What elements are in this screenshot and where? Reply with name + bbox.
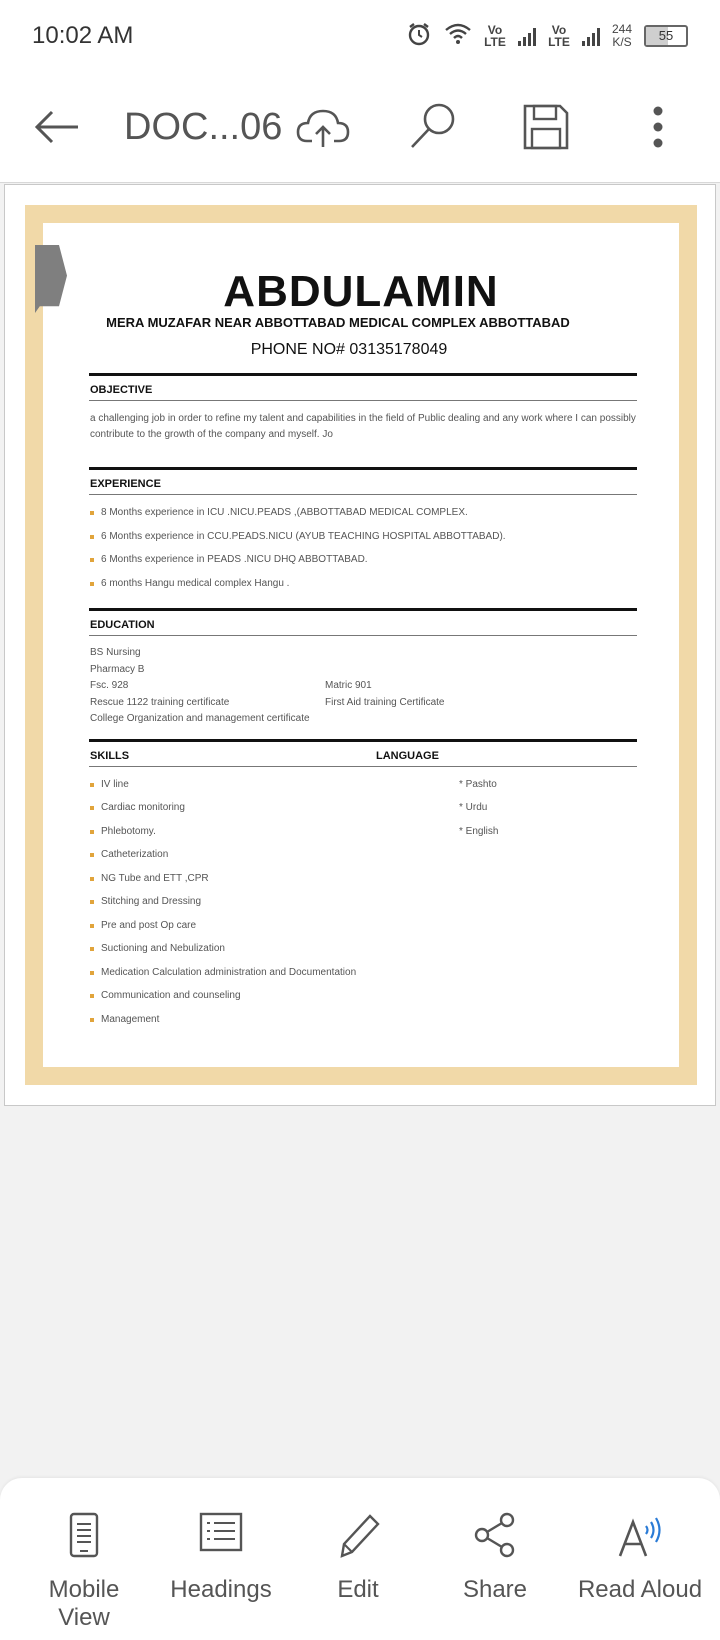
network-label-1: Vo LTE bbox=[484, 23, 506, 49]
bottom-action-bar bbox=[0, 1478, 720, 1640]
list-item: * Urdu bbox=[459, 802, 488, 813]
list-item: 6 Months experience in PEADS .NICU DHQ ABBOTTABAD. bbox=[89, 554, 637, 578]
pencil-icon bbox=[336, 1512, 380, 1558]
cloud-upload-icon bbox=[296, 105, 350, 149]
list-item: Suctioning and Nebulization bbox=[89, 943, 637, 967]
share-button[interactable] bbox=[440, 1478, 550, 1640]
read-aloud-label: Read Aloud bbox=[577, 1576, 703, 1603]
list-item: Phlebotomy. bbox=[89, 826, 637, 850]
list-item: Cardiac monitoring bbox=[89, 802, 637, 826]
resume-content bbox=[89, 373, 637, 1037]
list-item: IV line bbox=[89, 779, 637, 803]
education-row: Fsc. 928 Matric 901 bbox=[90, 680, 372, 691]
experience-heading: EXPERIENCE bbox=[89, 467, 637, 495]
list-item: Medication Calculation administration and Documentation bbox=[89, 967, 637, 991]
share-icon bbox=[473, 1512, 517, 1558]
list-item: NG Tube and ETT ,CPR bbox=[89, 873, 637, 897]
wifi-icon bbox=[444, 22, 472, 51]
search-icon bbox=[407, 101, 459, 153]
mobile-view-button[interactable] bbox=[28, 1478, 140, 1640]
resume-name: ABDULAMIN bbox=[223, 267, 499, 316]
back-button[interactable] bbox=[22, 72, 92, 182]
network-label-2: Vo LTE bbox=[548, 23, 570, 49]
edit-label: Edit bbox=[337, 1576, 379, 1603]
battery-level: 55 bbox=[658, 28, 674, 43]
cloud-upload-button[interactable] bbox=[284, 72, 362, 182]
edit-button[interactable] bbox=[308, 1478, 408, 1640]
signal-icon-1 bbox=[518, 26, 536, 46]
list-item: 6 Months experience in CCU.PEADS.NICU (AYUB TEACHING HOSPITAL ABBOTTABAD). bbox=[89, 531, 637, 555]
headings-label: Headings bbox=[170, 1576, 272, 1603]
list-item: 6 months Hangu medical complex Hangu . bbox=[89, 578, 637, 602]
language-heading: LANGUAGE bbox=[376, 749, 439, 762]
headings-button[interactable] bbox=[160, 1478, 282, 1640]
top-toolbar bbox=[0, 72, 720, 183]
resume-phone: PHONE NO# 03135178049 bbox=[250, 341, 448, 358]
list-item: Catheterization bbox=[89, 849, 637, 873]
education-row: BS Nursing bbox=[90, 647, 141, 658]
battery-icon bbox=[644, 25, 688, 47]
list-item: Stitching and Dressing bbox=[89, 896, 637, 920]
status-time: 10:02 AM bbox=[32, 22, 134, 49]
resume-address: MERA MUZAFAR NEAR ABBOTTABAD MEDICAL COMPLEX ABBOTTABAD bbox=[106, 315, 570, 330]
objective-text: a challenging job in order to refine my talent and capabilities in the field of Public dealing and any work where I can possibly contribute to the growth of the company and myself. Jo bbox=[90, 413, 636, 440]
list-item: Management bbox=[89, 1014, 637, 1038]
network-speed-value: 244 bbox=[611, 22, 632, 36]
language-list bbox=[459, 779, 609, 850]
list-item: * English bbox=[459, 825, 499, 837]
page-border bbox=[25, 205, 697, 1085]
arrow-left-icon bbox=[32, 107, 82, 147]
document-title[interactable]: DOC...06 bbox=[124, 106, 283, 148]
status-icons bbox=[406, 18, 688, 54]
read-aloud-icon bbox=[616, 1512, 664, 1558]
skills-section bbox=[89, 767, 637, 1038]
skills-heading: SKILLS LANGUAGE bbox=[89, 739, 637, 767]
document-page bbox=[43, 223, 679, 1067]
experience-list bbox=[89, 495, 637, 601]
mobile-view-icon bbox=[69, 1512, 99, 1558]
education-row: Rescue 1122 training certificate First Aid training Certificate bbox=[90, 696, 445, 708]
list-item: Pre and post Op care bbox=[89, 920, 637, 944]
document-view[interactable] bbox=[4, 184, 716, 1106]
status-bar bbox=[0, 0, 720, 72]
headings-icon bbox=[199, 1512, 243, 1552]
education-heading: EDUCATION bbox=[89, 608, 637, 636]
list-item: 8 Months experience in ICU .NICU.PEADS ,(ABBOTTABAD MEDICAL COMPLEX. bbox=[89, 507, 637, 531]
objective-heading: OBJECTIVE bbox=[89, 373, 637, 401]
more-options-button[interactable] bbox=[628, 72, 688, 182]
save-button[interactable] bbox=[508, 72, 584, 182]
share-label: Share bbox=[462, 1576, 528, 1603]
read-aloud-button[interactable] bbox=[570, 1478, 710, 1640]
education-row: College Organization and management certificate bbox=[90, 713, 310, 724]
alarm-icon bbox=[406, 21, 432, 52]
search-button[interactable] bbox=[398, 72, 468, 182]
save-icon bbox=[522, 103, 570, 151]
list-item: * Pashto bbox=[459, 778, 497, 790]
network-speed bbox=[612, 23, 632, 49]
list-item: Communication and counseling bbox=[89, 990, 637, 1014]
education-row: Pharmacy B bbox=[90, 663, 145, 675]
mobile-view-label: Mobile View bbox=[48, 1576, 120, 1631]
more-vertical-icon bbox=[652, 105, 664, 149]
network-speed-unit: K/S bbox=[612, 35, 632, 49]
education-list bbox=[89, 636, 637, 729]
signal-icon-2 bbox=[582, 26, 600, 46]
